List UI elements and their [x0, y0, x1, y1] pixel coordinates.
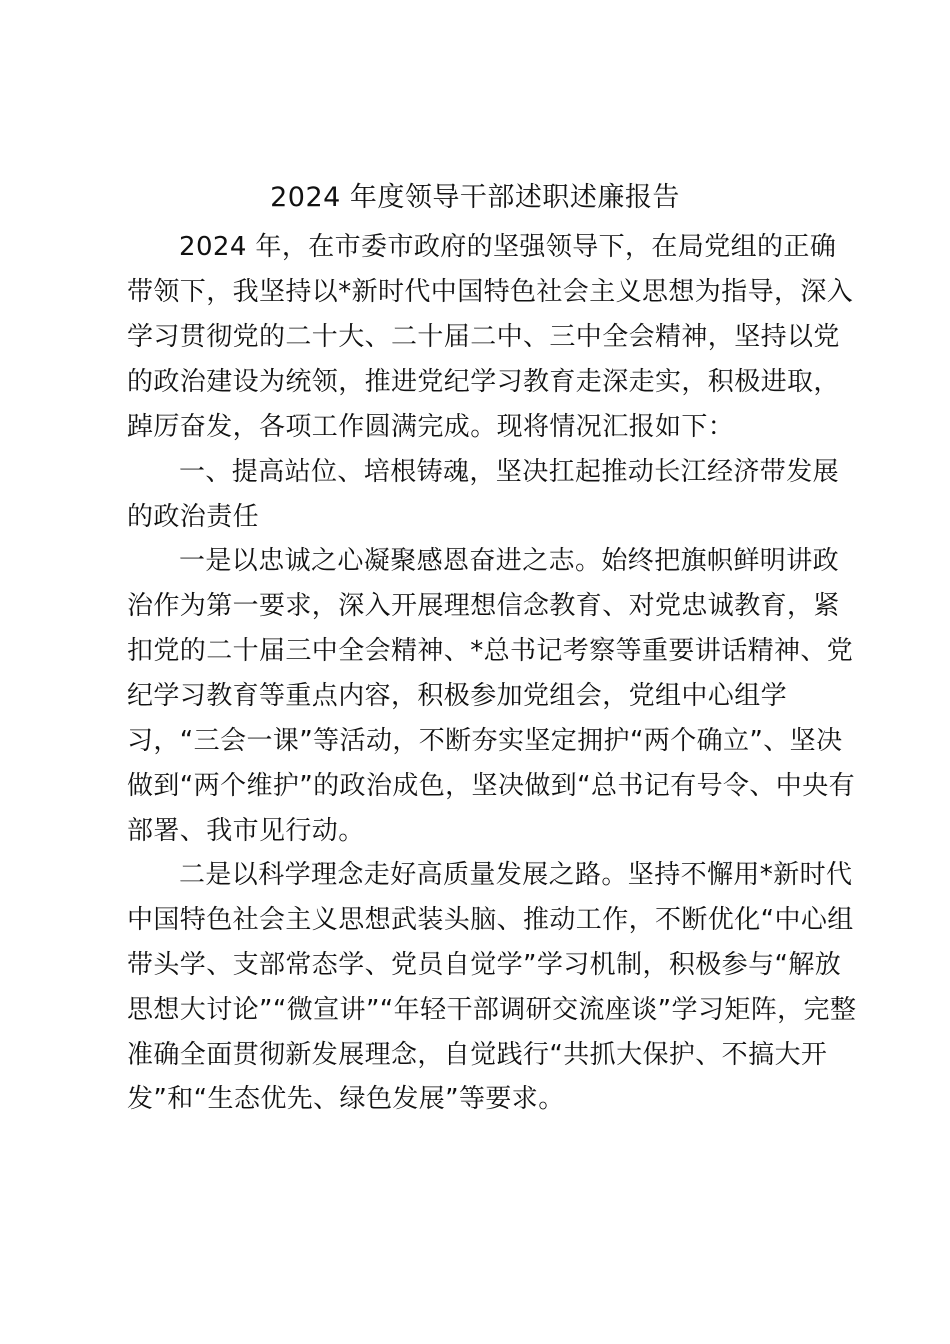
paragraph-1-line-1: 2024 年，在市委市政府的坚强领导下，在局党组的正确 — [179, 232, 837, 262]
paragraph-1-line-4: 的政治建设为统领，推进党纪学习教育走深走实，积极进取， — [127, 367, 840, 397]
paragraph-1-line-2: 带领下，我坚持以*新时代中国特色社会主义思想为指导，深入 — [127, 277, 854, 307]
paragraph-2-line-2: 治作为第一要求，深入开展理想信念教育、对党忠诚教育，紧 — [127, 591, 840, 621]
paragraph-3-line-4: 思想大讨论”“微宣讲”“年轻干部调研交流座谈”学习矩阵，完整 — [127, 995, 857, 1025]
paragraph-2-line-3: 扣党的二十届三中全会精神、*总书记考察等重要讲话精神、党 — [127, 636, 854, 666]
paragraph-2-line-6: 做到“两个维护”的政治成色，坚决做到“总书记有号令、中央有 — [127, 771, 856, 801]
paragraph-2-line-1: 一是以忠诚之心凝聚感恩奋进之志。始终把旗帜鲜明讲政 — [179, 546, 840, 576]
paragraph-3-line-5: 准确全面贯彻新发展理念，自觉践行“共抓大保护、不搞大开 — [127, 1040, 828, 1070]
document-title: 2024 年度领导干部述职述廉报告 — [270, 182, 680, 213]
paragraph-2-line-4: 纪学习教育等重点内容，积极参加党组会，党组中心组学 — [127, 681, 788, 711]
paragraph-3-line-6: 发”和“生态优先、绿色发展”等要求。 — [127, 1084, 565, 1114]
paragraph-1-line-3: 学习贯彻党的二十大、二十届二中、三中全会精神，坚持以党 — [127, 322, 840, 352]
paragraph-2-line-7: 部署、我市见行动。 — [127, 816, 365, 846]
section-heading-line-1: 一、提高站位、培根铸魂，坚决扛起推动长江经济带发展 — [179, 457, 840, 487]
paragraph-2-line-5: 习，“三会一课”等活动，不断夯实坚定拥护“两个确立”、坚决 — [127, 726, 843, 756]
section-heading-line-2: 的政治责任 — [127, 502, 260, 532]
paragraph-1-line-5: 踔厉奋发，各项工作圆满完成。现将情况汇报如下： — [127, 412, 735, 442]
paragraph-3-line-2: 中国特色社会主义思想武装头脑、推动工作，不断优化“中心组 — [127, 905, 854, 935]
paragraph-3-line-3: 带头学、支部常态学、党员自觉学”学习机制，积极参与“解放 — [127, 950, 842, 980]
paragraph-3-line-1: 二是以科学理念走好高质量发展之路。坚持不懈用*新时代 — [179, 860, 853, 890]
